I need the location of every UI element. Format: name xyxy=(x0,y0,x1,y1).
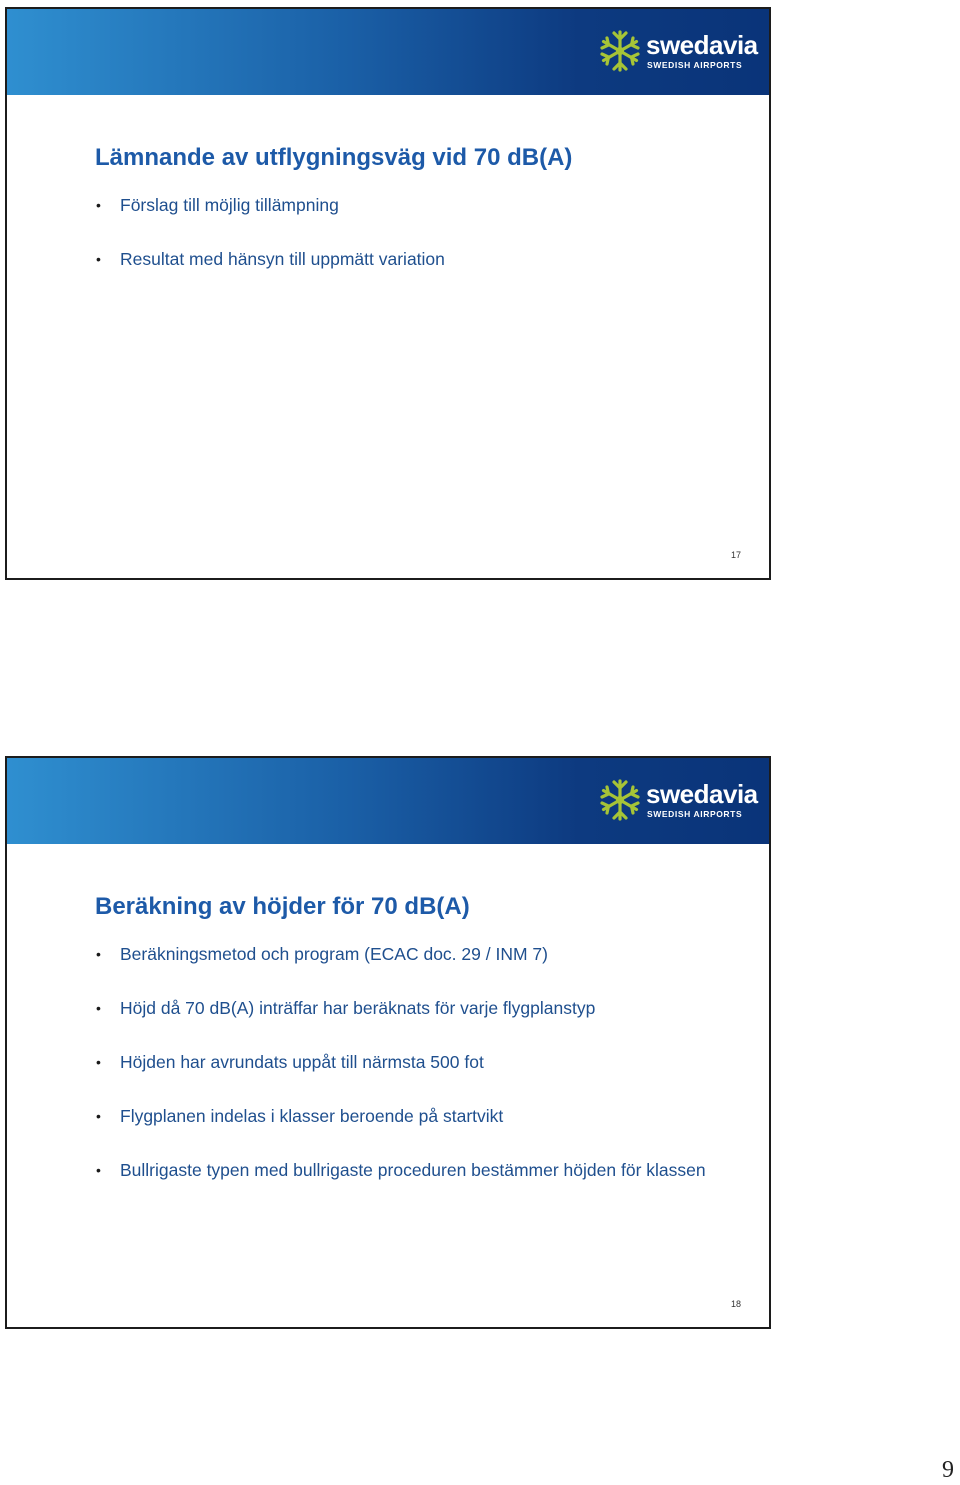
bullet-item: • Flygplanen indelas i klasser beroende på startvikt xyxy=(95,1105,715,1128)
slide-title: Beräkning av höjder för 70 dB(A) xyxy=(95,893,470,920)
slide-header xyxy=(7,758,769,844)
page-number: 9 xyxy=(942,1457,954,1483)
bullet-item: • Bullrigaste typen med bullrigaste proceduren bestämmer höjden för klassen xyxy=(95,1159,715,1182)
snowflake-icon xyxy=(599,29,641,73)
swedavia-logo xyxy=(599,778,758,824)
bullet-item: • Höjd då 70 dB(A) inträffar har beräknats för varje flygplanstyp xyxy=(95,997,715,1020)
bullet-item: • Höjden har avrundats uppåt till närmsta 500 fot xyxy=(95,1051,715,1074)
bullet-item: • Förslag till möjlig tillämpning xyxy=(95,194,715,217)
slide-17 xyxy=(5,7,771,580)
slide-18 xyxy=(5,756,771,1329)
slide-header xyxy=(7,9,769,95)
slide-number: 18 xyxy=(731,1299,742,1309)
slide-number: 17 xyxy=(731,550,742,560)
swedavia-logo xyxy=(599,29,758,75)
bullet-list xyxy=(95,943,715,1213)
brand-name: swedavia xyxy=(646,30,758,60)
brand-subtitle: SWEDISH AIRPORTS xyxy=(647,60,743,70)
brand-name: swedavia xyxy=(646,779,758,809)
brand-subtitle: SWEDISH AIRPORTS xyxy=(647,809,743,819)
bullet-list xyxy=(95,194,715,302)
bullet-item: • Beräkningsmetod och program (ECAC doc. 29 / INM 7) xyxy=(95,943,715,966)
slide-title: Lämnande av utflygningsväg vid 70 dB(A) xyxy=(95,144,573,171)
snowflake-icon xyxy=(599,778,641,822)
bullet-item: • Resultat med hänsyn till uppmätt variation xyxy=(95,248,715,271)
